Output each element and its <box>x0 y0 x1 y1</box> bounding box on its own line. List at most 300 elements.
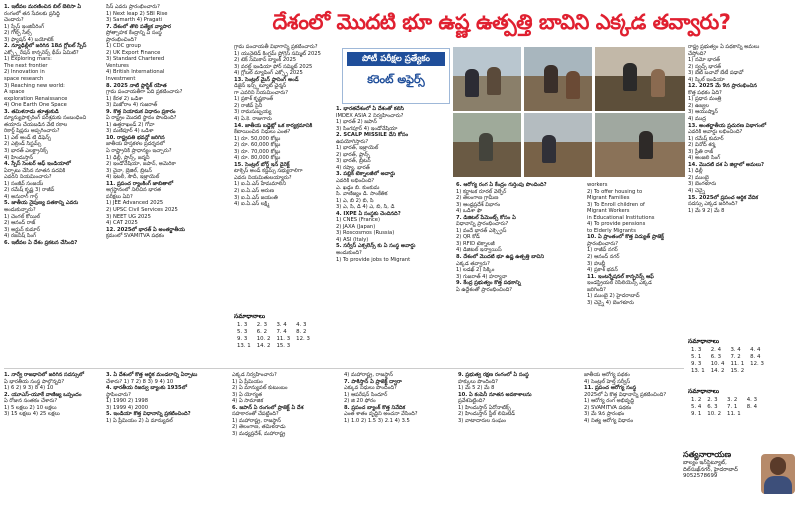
answers-bottom <box>688 388 760 418</box>
text-line: 1) వందే భారత్ ఎక్స్ప్రెస్ <box>456 227 507 234</box>
text-line: 1) ఉత్తరాఖండ్ 2) గోవా <box>106 121 155 128</box>
answer-cell <box>747 368 767 375</box>
text-line: 6. ఇటీవల ఏ దేశం ప్రకటన చేసింది? <box>4 239 78 246</box>
text-line: 5. సర్వీస్ ఎక్సలెన్స్ కు ఏ సంస్థ అవార్డు <box>336 243 416 250</box>
text-line: 2) జి 20 ఫోరం <box>344 398 376 405</box>
text-line: 7. డిజిటల్ పేమెంట్స్ కోసం ఏ <box>456 214 516 221</box>
text-line: 3) 1999 4) 2000 <box>106 404 148 411</box>
text-line: 3) ఐ.ఏ.ఎస్ జయంతి <box>234 194 278 201</box>
author-avatar <box>761 454 795 494</box>
text-line: 2) తెలంగాణ, తమిళనాడు <box>232 424 286 431</box>
author-line2: దిల్‌సుఖ్‌నగర్, హైదరాబాద్ <box>683 466 738 473</box>
column-6 <box>587 182 683 306</box>
text-line: 9. ప్రభుత్వ రక్షణ రంగంలో ఏ సంస్థ <box>458 372 529 378</box>
text-line: 14. మొదటి దశ ఏ జిల్లాలో అమలు? <box>688 161 765 168</box>
text-line: 11. ప్రపంచ ఆరోగ్య సంస్థ <box>584 385 637 392</box>
text-line: ఎక్స్ప్లోరేషన్ కాన్ఫరెన్స్ థీమ్ ఏమిటి? <box>4 49 79 56</box>
text-line: ఇండస్ట్రియల్ రెసిలియెన్స్ ఎక్కడ <box>587 280 652 287</box>
text-line: జాతీయ ఆరోగ్య పథకం <box>584 372 630 378</box>
text-line: 2) రమేష్ కృష్ణ 3) రాజీవ్ <box>4 187 55 194</box>
text-line: 3) ప్రీతి రాజ్ <box>688 148 714 155</box>
text-line: 3) వాటాదారుల సంఘం <box>458 417 507 424</box>
text-line: 1) To provide jobs to Migrant <box>336 256 411 263</box>
text-line: 4) British International <box>106 69 165 76</box>
text-line: 4) ఏ సామాజిక <box>232 398 264 405</box>
answers-table <box>688 397 760 418</box>
text-line: 4. IXPE ఏ సంస్థకు చెందినది? <box>336 210 401 217</box>
text-line: ఉపయోగిస్తారు? <box>336 138 369 145</box>
text-line: 1) సంజీవ్ సంజయ్ <box>4 180 44 187</box>
text-line: గ్రామ పంచాయతీగా ఏది ప్రకటించారు? <box>106 89 183 96</box>
text-line: 2) టెక్ సెమికాన్ బ్యాంక్ 2025 <box>234 57 297 64</box>
text-line: 1) కేరళ 2) ఒడిశా <box>106 95 143 102</box>
text-line: 1) ఆపరేషన్ సిందూర్ <box>344 391 388 398</box>
answer-cell: 3. 2 <box>727 397 738 403</box>
text-line: 1) హిందుస్తాన్ ఏరోనాటిక్స్ <box>458 404 511 411</box>
text-line: 2. న్యూఢిల్లీలో జరిగిన 18వ గ్లోబల్ స్పేస్ <box>4 43 87 50</box>
text-line: 1) లడఖ్ 2) సిక్కిం <box>456 267 495 274</box>
text-line: 4) One Earth One Space <box>4 102 67 109</box>
geothermal-photo-2 <box>523 46 593 112</box>
answer-cell: 2. 4 <box>710 347 722 353</box>
text-line: 4) హిందుస్తాన్ <box>4 154 34 161</box>
text-line: 7. దేశంలో తొలి పత్యేక వ్యాపార <box>106 23 171 30</box>
text-line: ప్రారంభించారు? <box>587 240 619 247</box>
text-line: 2) ఎల్రిండ్ సిస్టమ్స్ <box>4 141 42 148</box>
text-line: చెందారు? <box>4 17 24 24</box>
text-line: 1) CDC group <box>106 43 141 50</box>
answer-cell: 13. 1 <box>237 343 251 349</box>
text-line: 1) భారత్, ఇజ్రాయెల్ <box>336 145 379 152</box>
text-line: 1) మే 5 2) మే 8 <box>458 385 495 392</box>
text-line: 3) To Enroll children of <box>587 201 645 208</box>
bottom-column-6 <box>584 372 684 424</box>
text-line: 2) వినోద్ శర్మ <box>688 142 716 149</box>
text-line: Migrant Families <box>587 195 630 202</box>
text-line: 2) ఆనంద్ నగర్ <box>587 254 620 261</box>
text-line: 3) Roscosmos (Russia) <box>336 230 395 237</box>
text-line: 1) ఐ.ఏ.ఎస్ హేమమాలిని <box>234 181 286 188</box>
text-line: 3. పబ్లిక్ టెక్నాలజీలో అవార్డు <box>336 171 396 178</box>
answer-cell: 5. 3 <box>237 329 248 335</box>
special-box <box>342 48 450 104</box>
author-name: సత్యనారాయణ <box>683 450 732 459</box>
text-line: 2) స్వచ్ఛ్ భారత్ <box>688 63 722 70</box>
text-line: చేశారు? 1) 7 2) 8 3) 9 4) 10 <box>106 378 174 385</box>
answers-title: సమాధానాలు <box>234 313 266 320</box>
answer-cell <box>293 343 313 350</box>
text-line: Ventures <box>106 62 129 69</box>
answer-cell: 6. 3 <box>710 354 722 360</box>
text-line: 3) భారత్, బ్రిటన్ <box>336 158 371 165</box>
text-line: కేటాయించిన నిధులు ఎంత? <box>234 129 291 136</box>
answer-cell: 7. 1 <box>727 404 738 410</box>
text-line: ఎవరు నియమితులయ్యారు? <box>234 174 292 181</box>
text-line: రంగంలో తన సేవలకు ప్రసిద్ధి <box>4 10 60 17</box>
text-line: ఎంత శాతం వృద్ధిని అంచనా వేసింది? <box>344 411 418 418</box>
headline: దేశంలో మొదటి భూ ఉష్ణ ఉత్పత్తి బావిని ఎక్కడ తవ్వారు? <box>272 10 731 34</box>
text-line: స్థాపించారు? <box>106 391 131 398</box>
answers-row <box>234 322 313 329</box>
text-line: ప్రారంభించింది? <box>106 36 137 43</box>
text-line: 4) రష్యా, భారత్ <box>336 164 370 171</box>
text-line: 2) రాజీవ్ సైనీ <box>234 102 263 109</box>
answer-cell: 9. 1 <box>691 411 702 417</box>
answer-cell: 4. 3 <box>296 322 307 328</box>
text-line: 1) 5 లక్షలు 2) 10 లక్షలు <box>4 404 57 411</box>
text-line: ఎక్కడ తవ్వారు? <box>456 260 490 267</box>
text-line: 4) ఏ.కె. రాజుగారు <box>234 116 272 123</box>
text-line: 4) గ్లోబల్ మ్యాపింగ్ ఎక్స్పో 2025 <box>234 70 303 77</box>
text-line: 1) Next leap 2) SBI Rise <box>106 10 168 17</box>
text-line: IMDEX ASIA 2 నిర్వహించారు? <box>336 112 404 119</box>
text-line: 3) Reaching new world: <box>4 82 65 89</box>
answers-row <box>688 361 767 368</box>
text-line: The next frontier <box>4 62 48 69</box>
answer-cell: 1. 3 <box>237 322 248 328</box>
text-line: 8. 2025 నాటి ప్లాస్టిక్ రహిత <box>106 82 167 89</box>
text-line: విధానాన్ని ప్రారంభించారు? <box>456 221 509 228</box>
text-line: 4) ప్రకాశ్ భవన్ <box>587 267 618 274</box>
geothermal-photo-6 <box>594 112 686 178</box>
text-line: 2) To offer housing to <box>587 188 643 195</box>
answer-cell: 1. 2 <box>691 397 702 403</box>
answer-cell: 9. 3 <box>237 336 248 342</box>
text-line: 15. 2025లో ప్రపంచ ఆర్థిక వేదిక <box>688 194 759 201</box>
text-line: 1) ప్రకాశ్ కృష్ణకాంత్ <box>234 96 274 103</box>
text-line: 2) SVAMITVA పథకం <box>584 404 632 411</box>
text-line: 3) బెంగళూరు <box>688 181 717 188</box>
answers-table <box>688 347 767 375</box>
text-line: 3) Samarth 4) Pragati <box>106 17 163 24</box>
text-line: హక్కులు పొందింది? <box>458 378 498 385</box>
text-line: 2) ఇండోనేషియా, జపాన్, అమెరికా <box>106 161 177 168</box>
answer-cell: 14. 2 <box>710 368 725 374</box>
text-line: చేస్తోంది? <box>688 50 707 57</box>
text-line: ప్రవేశపెట్టింది? <box>458 398 486 405</box>
text-line: జరిగింది? <box>587 286 606 293</box>
text-line: 2) JAXA (Japan) <box>336 223 376 230</box>
answer-cell: 8. 2 <box>296 329 307 335</box>
text-line: ఏ ఉద్దేశంతో ప్రారంభించింది? <box>456 286 513 293</box>
text-line: 4) CAT 2025 <box>106 220 138 227</box>
answer-cell: 2. 3 <box>707 397 718 403</box>
text-line: 3) ఆంధ్రప్రదేశ్ విభాగం <box>456 201 501 208</box>
text-line: సి. వాణిజ్యం డి. సాంకేతిక <box>336 191 388 198</box>
text-line: 3. ఏ దేశంలో కొత్త ఆర్థిక మండలాన్ని ఏర్పాటు <box>106 372 198 378</box>
text-line: 1. ఇటీవల మరణించిన బిల్ బెలిసా ఏ <box>4 4 82 10</box>
text-line: 1) 1.0 2) 1.5 3) 2.1 4) 3.5 <box>344 417 410 424</box>
text-line: 10. రాష్ట్రపతి భవన్లో జరిగిన <box>106 134 165 141</box>
text-line: అందుకున్నారు? <box>4 206 36 213</box>
text-line: 1. భారతదేశంలో ఏ దేశంతో కలిసి <box>336 106 405 112</box>
text-line: space research <box>4 76 44 83</box>
geothermal-photo-5 <box>523 112 593 178</box>
text-line: 2025లో ఏ కొత్త విధానాన్ని ప్రకటించింది? <box>584 391 667 398</box>
text-line: 3) అర్జున్ కుమార్ <box>4 226 41 233</box>
text-line: 3) మే 9న ప్రారంభం <box>584 411 625 418</box>
text-line: 4) అంజలి సింగ్ <box>688 155 721 162</box>
column-3 <box>234 44 334 208</box>
answer-cell: 2. 3 <box>256 322 268 328</box>
text-line: 10. ఏ ప్రాంతంలో కొత్త విద్యుత్ ప్రాజెక్ట్ <box>587 234 664 241</box>
text-line: మ్యాన్యుఫాక్చరింగ్ పరిశ్రమకు సంబంధించి <box>4 115 87 122</box>
text-line: 2) ఐ.ఏ.ఎస్ అరుణ <box>234 188 275 195</box>
text-line: అందుకుంది? <box>336 250 362 257</box>
text-line: 3) రూ. 70,000 కోట్లు <box>234 148 281 155</box>
answer-cell: 5. 4 <box>691 404 702 410</box>
text-line: 3) ఫ్యాషన్ 4) బయోటెక్ <box>4 36 54 43</box>
answers-row <box>234 336 313 343</box>
answer-cell <box>744 411 760 418</box>
text-line: 11. ప్రపంచ ర్యాంకింగ్ జాబితాలో <box>106 180 174 187</box>
text-line: 2) తెలంగాణ గ్రామీణ <box>456 195 499 202</box>
text-line: 1) JEE Advanced 2025 <box>106 200 164 207</box>
text-line: 1) చెంగల్ కోయిల్ <box>4 213 41 220</box>
geothermal-photo-4 <box>452 112 522 178</box>
answer-cell: 8. 4 <box>750 354 761 360</box>
text-line: Migrant Workers <box>587 208 630 215</box>
answers-top <box>234 313 313 350</box>
text-line: 2) ఏ మాన్యువల్ కుటుంబం <box>232 385 288 392</box>
text-line: 1) భారత్ 2) జపాన్ <box>336 119 377 126</box>
text-line: 3) RFID టెక్నాలజీ <box>456 240 495 247</box>
answers-row <box>688 411 760 418</box>
answer-cell: 11. 1 <box>727 411 741 417</box>
text-line: 3) వరల్డ్ ఇండియా ఫోర్ సమ్మిట్ 2025 <box>234 63 313 70</box>
text-line: workers <box>587 182 608 188</box>
text-line: రికార్డ్ షిప్లను అప్పగించారు? <box>4 128 60 135</box>
answers-row <box>688 347 767 354</box>
text-line: 2) UPSC Civil Services 2025 <box>106 206 178 213</box>
answer-cell: 11. 3 <box>276 336 291 342</box>
answer-cell: 3. 4 <box>276 322 287 328</box>
text-line: 1) యునైటెడ్ కింగ్డమ్ ప్రోగ్రెస్ సమ్మిట్ 2025 <box>234 50 321 57</box>
text-line: సదస్సు ఎక్కడ జరిగింది? <box>688 201 738 208</box>
text-line: Investment <box>106 76 136 83</box>
text-line: ఏ రాష్ట్రానికి ప్రాధాన్యం ఇచ్చారు? <box>106 148 172 155</box>
text-line: 4) రూ. 80,000 కోట్లు <box>234 155 281 162</box>
text-line: 3) 15 లక్షలు 4) 25 లక్షలు <box>4 411 60 418</box>
text-line: 1) రూ. 50,000 కోట్లు <box>234 135 281 142</box>
text-line: ఎవరికి అవార్డు లభించింది? <box>688 129 743 136</box>
text-line: 2) UK Export Finance <box>106 49 161 56</box>
answer-cell: 6. 3 <box>707 404 718 410</box>
answer-cell: 15. 2 <box>730 368 745 374</box>
text-line: ఎక్కడ నిర్వహించారు? <box>232 372 277 378</box>
answer-cell: 12. 3 <box>750 361 764 367</box>
text-line: 4. స్పేస్ సెంటర్ ఆఫ్ ఇండియాలో <box>4 161 71 168</box>
text-line: 1) 1990 2) 1998 <box>106 398 148 405</box>
text-line: 15. సెంట్రల్ బోర్డ్ ఇన్ డైరెక్ట్ <box>234 161 290 168</box>
text-line: 2) QR కోడ్ <box>456 234 480 241</box>
text-line: 4) సెంట్రల్ హెల్త్ సర్వీస్ <box>584 378 630 385</box>
text-line: 4) ముద్ర <box>688 116 706 123</box>
text-line: 1) ప్రధాన మంత్రి <box>688 96 722 103</box>
text-line: 3) Standard Chartered <box>106 56 165 63</box>
text-line: ఎ. ఖడ్గం బి. కుంకుమ <box>336 184 380 191</box>
column-5 <box>456 182 580 293</box>
text-line: exploration Renaissance <box>4 95 68 102</box>
text-line: 2) ముంబై <box>688 174 709 181</box>
text-line: 4) నిత్య ఆరోగ్య విధానం <box>584 417 634 424</box>
text-line: 3) చెన్నై 4) బెంగళూరు <box>587 299 634 306</box>
answer-cell: 13. 1 <box>691 368 705 374</box>
text-line: రాష్ట్ర ప్రభుత్వం ఏ పథకాన్ని అమలు <box>688 44 760 50</box>
text-line: 12. 2025లో భారత్ ఏ అంతర్జాతీయ <box>106 226 185 233</box>
text-line: 9. కొత్త నియామక విధానం ప్రకారం <box>106 108 176 115</box>
text-line: 1) కర్ణాటక రూరల్ వెల్ఫేర్ <box>456 188 507 195</box>
text-line: క్రమంలో SVAMITVA పథకం <box>106 233 165 240</box>
answers-row <box>688 397 760 404</box>
text-line: 1) స్పేస్ ఇంజినీరింగ్ <box>4 23 45 30</box>
text-line: తయారు చేయబడిన వేటి రకాల <box>4 121 68 128</box>
answer-cell: 7. 2 <box>730 354 741 360</box>
text-line: 4) ASI (Italy) <box>336 236 369 243</box>
text-line: 6. ఆరోగ్య రంగ ఏ కేంద్రం గుర్తింపు పొందింది? <box>456 182 547 188</box>
text-line: 1) ఢిల్లీ <box>688 168 703 175</box>
text-line: 4) చెన్నై <box>688 188 706 195</box>
text-line: 4) స్కిల్ ఇండియా <box>688 76 725 83</box>
text-line: ఏ భారతీయ సంస్థ పాల్గొన్నది? <box>4 378 65 385</box>
text-line: 4) మహారాష్ట్ర, రాజస్థాన్ <box>344 372 394 378</box>
text-line: సిస్ ఎవరు ప్రారంభించారు? <box>106 4 160 10</box>
text-line: ప్రోత్సాహక కేంద్రాన్ని ఏ సంస్థ <box>106 30 162 37</box>
answers-row <box>688 354 767 361</box>
text-line: 8. ప్రపంచ బ్యాంక్ కొత్త నివేదిక <box>344 404 406 411</box>
answers-title: సమాధానాలు <box>688 338 720 345</box>
text-line: ఏ రాష్ట్రం మొదటి స్థానం పొందింది? <box>106 115 177 122</box>
text-line: 2) ఆనంద్ రాజ్ <box>4 220 36 227</box>
text-line: 1) ముంబై 2) హైదరాబాద్ <box>587 293 640 300</box>
text-line: ఏ రోజున సంతకం చేశారు? <box>4 398 58 405</box>
answers-title: సమాధానాలు <box>688 388 720 395</box>
text-line: 13. అంతర్జాతీయ ప్రచురణ విభాగంలో <box>688 122 767 129</box>
text-line: 1) రమేష్ కుమార్ <box>688 135 724 142</box>
text-line: డిజైన్ ఇన్స్టిట్యూట్ ఛైర్మన్ <box>234 83 287 90</box>
text-line: 2. యూఎస్-యూకే వాణిజ్య ఒప్పందం <box>4 391 82 398</box>
text-line: 3) హుబ్లీ <box>587 260 606 267</box>
text-line: 1) ఎల్ అండ్ టి డిఫెన్స్ <box>4 134 51 141</box>
text-line: 3) గుజరాత్ 4) హర్యానా <box>456 273 508 280</box>
column-4 <box>336 106 446 263</box>
text-line: 1) మే 9 2) మే 8 <box>688 207 725 214</box>
text-line: జాతీయ హస్తకళల ప్రదర్శనలో <box>106 141 165 148</box>
text-line: 3) NEET UG 2025 <box>106 213 151 220</box>
text-line: కొత్త పథకం ఏది? <box>688 89 722 96</box>
text-line: 1) CNES (France) <box>336 217 380 224</box>
text-line: 5. జాతీయ నైపుణ్య పతకాన్ని ఎవరు <box>4 200 79 207</box>
column-2 <box>106 4 206 240</box>
text-line: 3. తమిళనాడు తూత్తుకుడి <box>4 108 59 115</box>
text-line: 3) ఎ, సి, డి 4) ఎ, బి, సి, డి <box>336 204 395 211</box>
text-line: 3) సింగపూర్ 4) ఇండోనేషియా <box>336 125 398 132</box>
text-line: 4) To provide pensions <box>587 221 646 228</box>
text-line: 1) 6 2) 9 3) 8 4) 10 <box>4 385 54 392</box>
column-7 <box>688 44 798 214</box>
text-line: 1) ఏ ప్రీమియం 2) ఏ మాన్యువల్ <box>106 417 173 424</box>
answer-cell: 10. 2 <box>707 411 722 417</box>
text-line: 12. 2025 మే 9న ప్రారంభించిన <box>688 83 757 90</box>
text-line: 1) నమో భారత్ <box>688 57 721 64</box>
bottom-column-4 <box>344 372 454 424</box>
text-line: గ్రామ పంచాయతీ విభాగాన్ని ప్రకటించారు? <box>234 44 318 50</box>
answer-cell: 11. 1 <box>730 361 745 367</box>
text-line: 5. ఇండియా కొత్త విధానాన్ని ప్రకటించింది? <box>106 411 191 418</box>
text-line: పరీక్షలు ఏవి? <box>106 193 133 200</box>
text-line: 11. ఇంటర్నేషనల్ కాన్ఫరెన్స్ ఆఫ్ <box>587 273 654 280</box>
text-line: 3) రామసుబ్బయ్య <box>234 109 272 116</box>
divider <box>4 368 684 369</box>
text-line: 3) మణిపూర్ 4) ఒడిశా <box>106 128 154 135</box>
text-line: 2) రూ. 60,000 కోట్లు <box>234 142 281 149</box>
answer-cell: 10. 4 <box>710 361 725 367</box>
answer-cell: 15. 3 <box>276 343 291 349</box>
special-tag: పోటీ పరీక్షల ప్రత్యేకం <box>347 52 445 66</box>
answer-cell: 9. 3 <box>691 361 702 367</box>
text-line: in Educational Institutions <box>587 214 655 221</box>
text-line: 3) మధ్యప్రదేశ్, మహారాష్ట్ర <box>232 430 286 437</box>
text-line: గా ఎవరిని నియమించారు? <box>234 89 288 96</box>
text-line: ఏర్పాటు చేసిన నూతన పదవికి <box>4 167 66 174</box>
text-line: to Elderly Migrants <box>587 227 636 234</box>
text-line: 4. భారతీయ రిజర్వు బ్యాంకు 1935లో <box>106 385 187 392</box>
text-line: 1) ఏ ప్రీమియం <box>232 378 263 385</box>
text-line: 2) ఉజ్వల <box>688 102 709 109</box>
text-line: 4) ఇటలీ, సౌదీ, ఇజ్రాయెల్ <box>106 174 160 181</box>
text-line: 1) ఆరోగ్య రంగ అభివృద్ధి <box>584 398 635 405</box>
text-line: 2) హిందుస్తాన్ స్టీల్ లిమిటెడ్ <box>458 411 515 418</box>
answer-cell: 1. 3 <box>691 347 702 353</box>
section-title: కరెంట్ అఫైర్స్ <box>367 73 425 86</box>
bottom-column-3 <box>232 372 342 437</box>
text-line: 1) రాజీవ్ నగర్ <box>587 247 618 254</box>
text-line: 7. పాకిస్తాన్ ఏ ప్రాజెక్ట్ ద్వారా <box>344 378 402 385</box>
text-line: 1. నార్వే రాజధానిలో జరిగిన సదస్సులో <box>4 372 85 378</box>
answer-cell: 12. 3 <box>296 336 310 342</box>
bottom-column-2 <box>106 372 226 424</box>
text-line: 6. జపాన్ ఏ రంగంలో ప్రాజెక్ట్ ఏ దేశ <box>232 404 304 411</box>
text-line: 8. దేశంలో మొదటి భూ ఉష్ణ ఉత్పత్తి బావిని <box>456 254 545 261</box>
text-line: అగ్రస్థానంలో నిలిచిన భారత <box>106 187 162 194</box>
text-line: 3) చైనా, బ్రెజిల్, బ్రిటన్ <box>106 167 152 174</box>
geothermal-photo-1 <box>452 46 522 112</box>
text-line: 4) డిజిటల్ ఇన్వాయిస్ <box>456 247 502 254</box>
text-line: 4) ఒడిశా ఫౌ <box>456 208 483 215</box>
text-line: 3) భారత్ ఎలక్ట్రానిక్స్ <box>4 148 48 155</box>
author-line1: బాల్యం ఇన్‌స్టిట్యూట్, <box>683 460 727 466</box>
text-line: ఎవరికి లభించింది? <box>336 178 375 185</box>
text-line: 9. కేంద్ర ప్రభుత్వం కొత్త పథకాన్ని <box>456 280 521 287</box>
text-line: 13. సెంట్రల్ మైన్ ప్లానింగ్ అండ్ <box>234 76 299 83</box>
answers-row <box>234 329 313 336</box>
answer-cell: 8. 4 <box>746 404 758 410</box>
text-line: సహకారంతో చేపట్టింది? <box>232 411 279 418</box>
author-phone: 9052578699 <box>683 473 718 480</box>
text-line: 3) బేటీ బచావో బేటీ పఢావో <box>688 70 744 77</box>
text-line: 2. SCALP MISSILE దేని కోసం <box>336 132 409 139</box>
text-line: A space <box>4 89 25 96</box>
answer-cell: 3. 4 <box>730 347 741 353</box>
answers-mid <box>688 338 767 375</box>
answer-cell: 4. 3 <box>746 397 758 403</box>
text-line: 3) ఏ యోగ్యత <box>232 391 263 398</box>
text-line: 2) Innovation in <box>4 69 45 76</box>
text-line: 4) రజనీష్ సింగ్ <box>4 233 37 240</box>
answer-cell: 5. 1 <box>691 354 702 360</box>
geothermal-photo-3 <box>594 46 686 112</box>
text-line: 4) ఐ.ఏ.ఎస్ లక్ష్మి <box>234 201 270 208</box>
